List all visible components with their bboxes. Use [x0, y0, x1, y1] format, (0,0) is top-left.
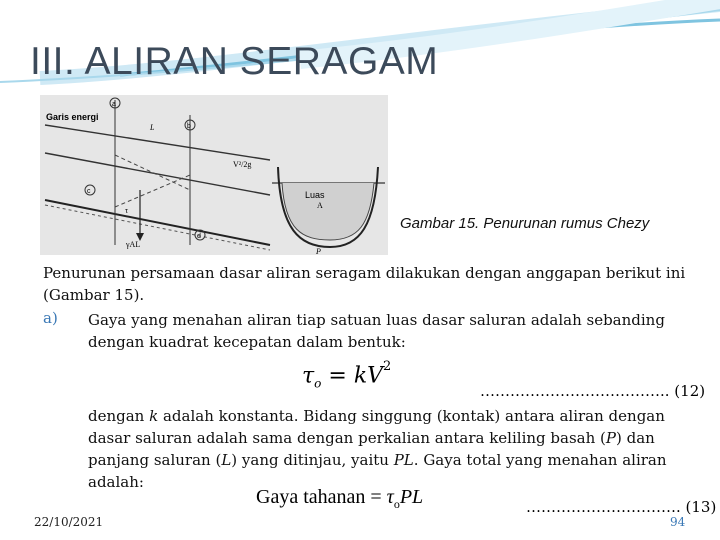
figure-label-luas-a: A: [317, 201, 323, 210]
eq13-pl: PL: [399, 486, 424, 508]
list-item-text: Gaya yang menahan aliran tiap satuan luas dasar saluran adalah sebanding dengan kuadrat kecepatan dalam bentuk:: [88, 311, 665, 351]
figure-label-tau: τ: [125, 206, 129, 215]
eq12-sub: o: [314, 376, 322, 391]
para2-p: P: [605, 429, 616, 447]
chezy-derivation-figure: [40, 95, 388, 255]
figure-label-c: c: [87, 188, 91, 195]
list-item-label: a): [43, 309, 58, 327]
figure-label-p: P: [316, 247, 321, 255]
figure-label-gamma-al: γAL: [126, 240, 141, 249]
figure-label-l: L: [150, 123, 155, 132]
page-number: 94: [670, 515, 686, 529]
slide-date: 22/10/2021: [34, 515, 104, 529]
eq12-rhs: kV: [353, 363, 384, 389]
figure-label-d: d: [197, 233, 201, 240]
figure-label-v2g: V²/2g: [233, 160, 252, 169]
intro-paragraph: Penurunan persamaan dasar aliran seragam dilakukan dengan anggapan berikut ini (Gambar 15).: [43, 264, 686, 304]
para2-l: L: [221, 451, 232, 469]
figure-label-a: a: [112, 101, 116, 108]
eq13-text: Gaya tahanan =: [256, 486, 387, 508]
figure-label-garis-energi: Garis energi: [46, 112, 99, 122]
slide-title: III. ALIRAN SERAGAM: [30, 40, 439, 83]
equation-12: [302, 359, 392, 391]
eq12-equals: =: [321, 363, 354, 389]
eq12-lhs: τ: [302, 363, 315, 389]
para2-k: k: [149, 407, 159, 425]
para2-part-5: . Gaya total yang menahan aliran adalah:: [88, 451, 667, 491]
equation-13: [256, 486, 423, 512]
figure-caption: Gambar 15. Penurunan rumus Chezy: [400, 215, 650, 232]
eq13-tau: τ: [386, 486, 394, 508]
figure-label-luas: Luas: [305, 190, 325, 200]
para2-part-4: ) yang ditinjau, yaitu: [231, 451, 394, 469]
para2-part-2: adalah konstanta. Bidang singgung (kontak) antara aliran dengan dasar saluran adalah sama dengan perkalian antara keliling basah (: [88, 407, 665, 447]
equation-12-number: ……………………………….. (12): [480, 382, 706, 400]
paragraph-2: [88, 405, 688, 493]
figure-label-b: b: [187, 123, 191, 130]
para2-pl: PL: [393, 451, 414, 469]
equation-13-number: …………………………. (13): [526, 498, 717, 516]
eq12-exp: 2: [383, 359, 392, 374]
para2-part-1: dengan: [88, 407, 150, 425]
para2-part-3: ) dan panjang saluran (: [88, 429, 655, 469]
eq13-sub: o: [393, 497, 400, 511]
